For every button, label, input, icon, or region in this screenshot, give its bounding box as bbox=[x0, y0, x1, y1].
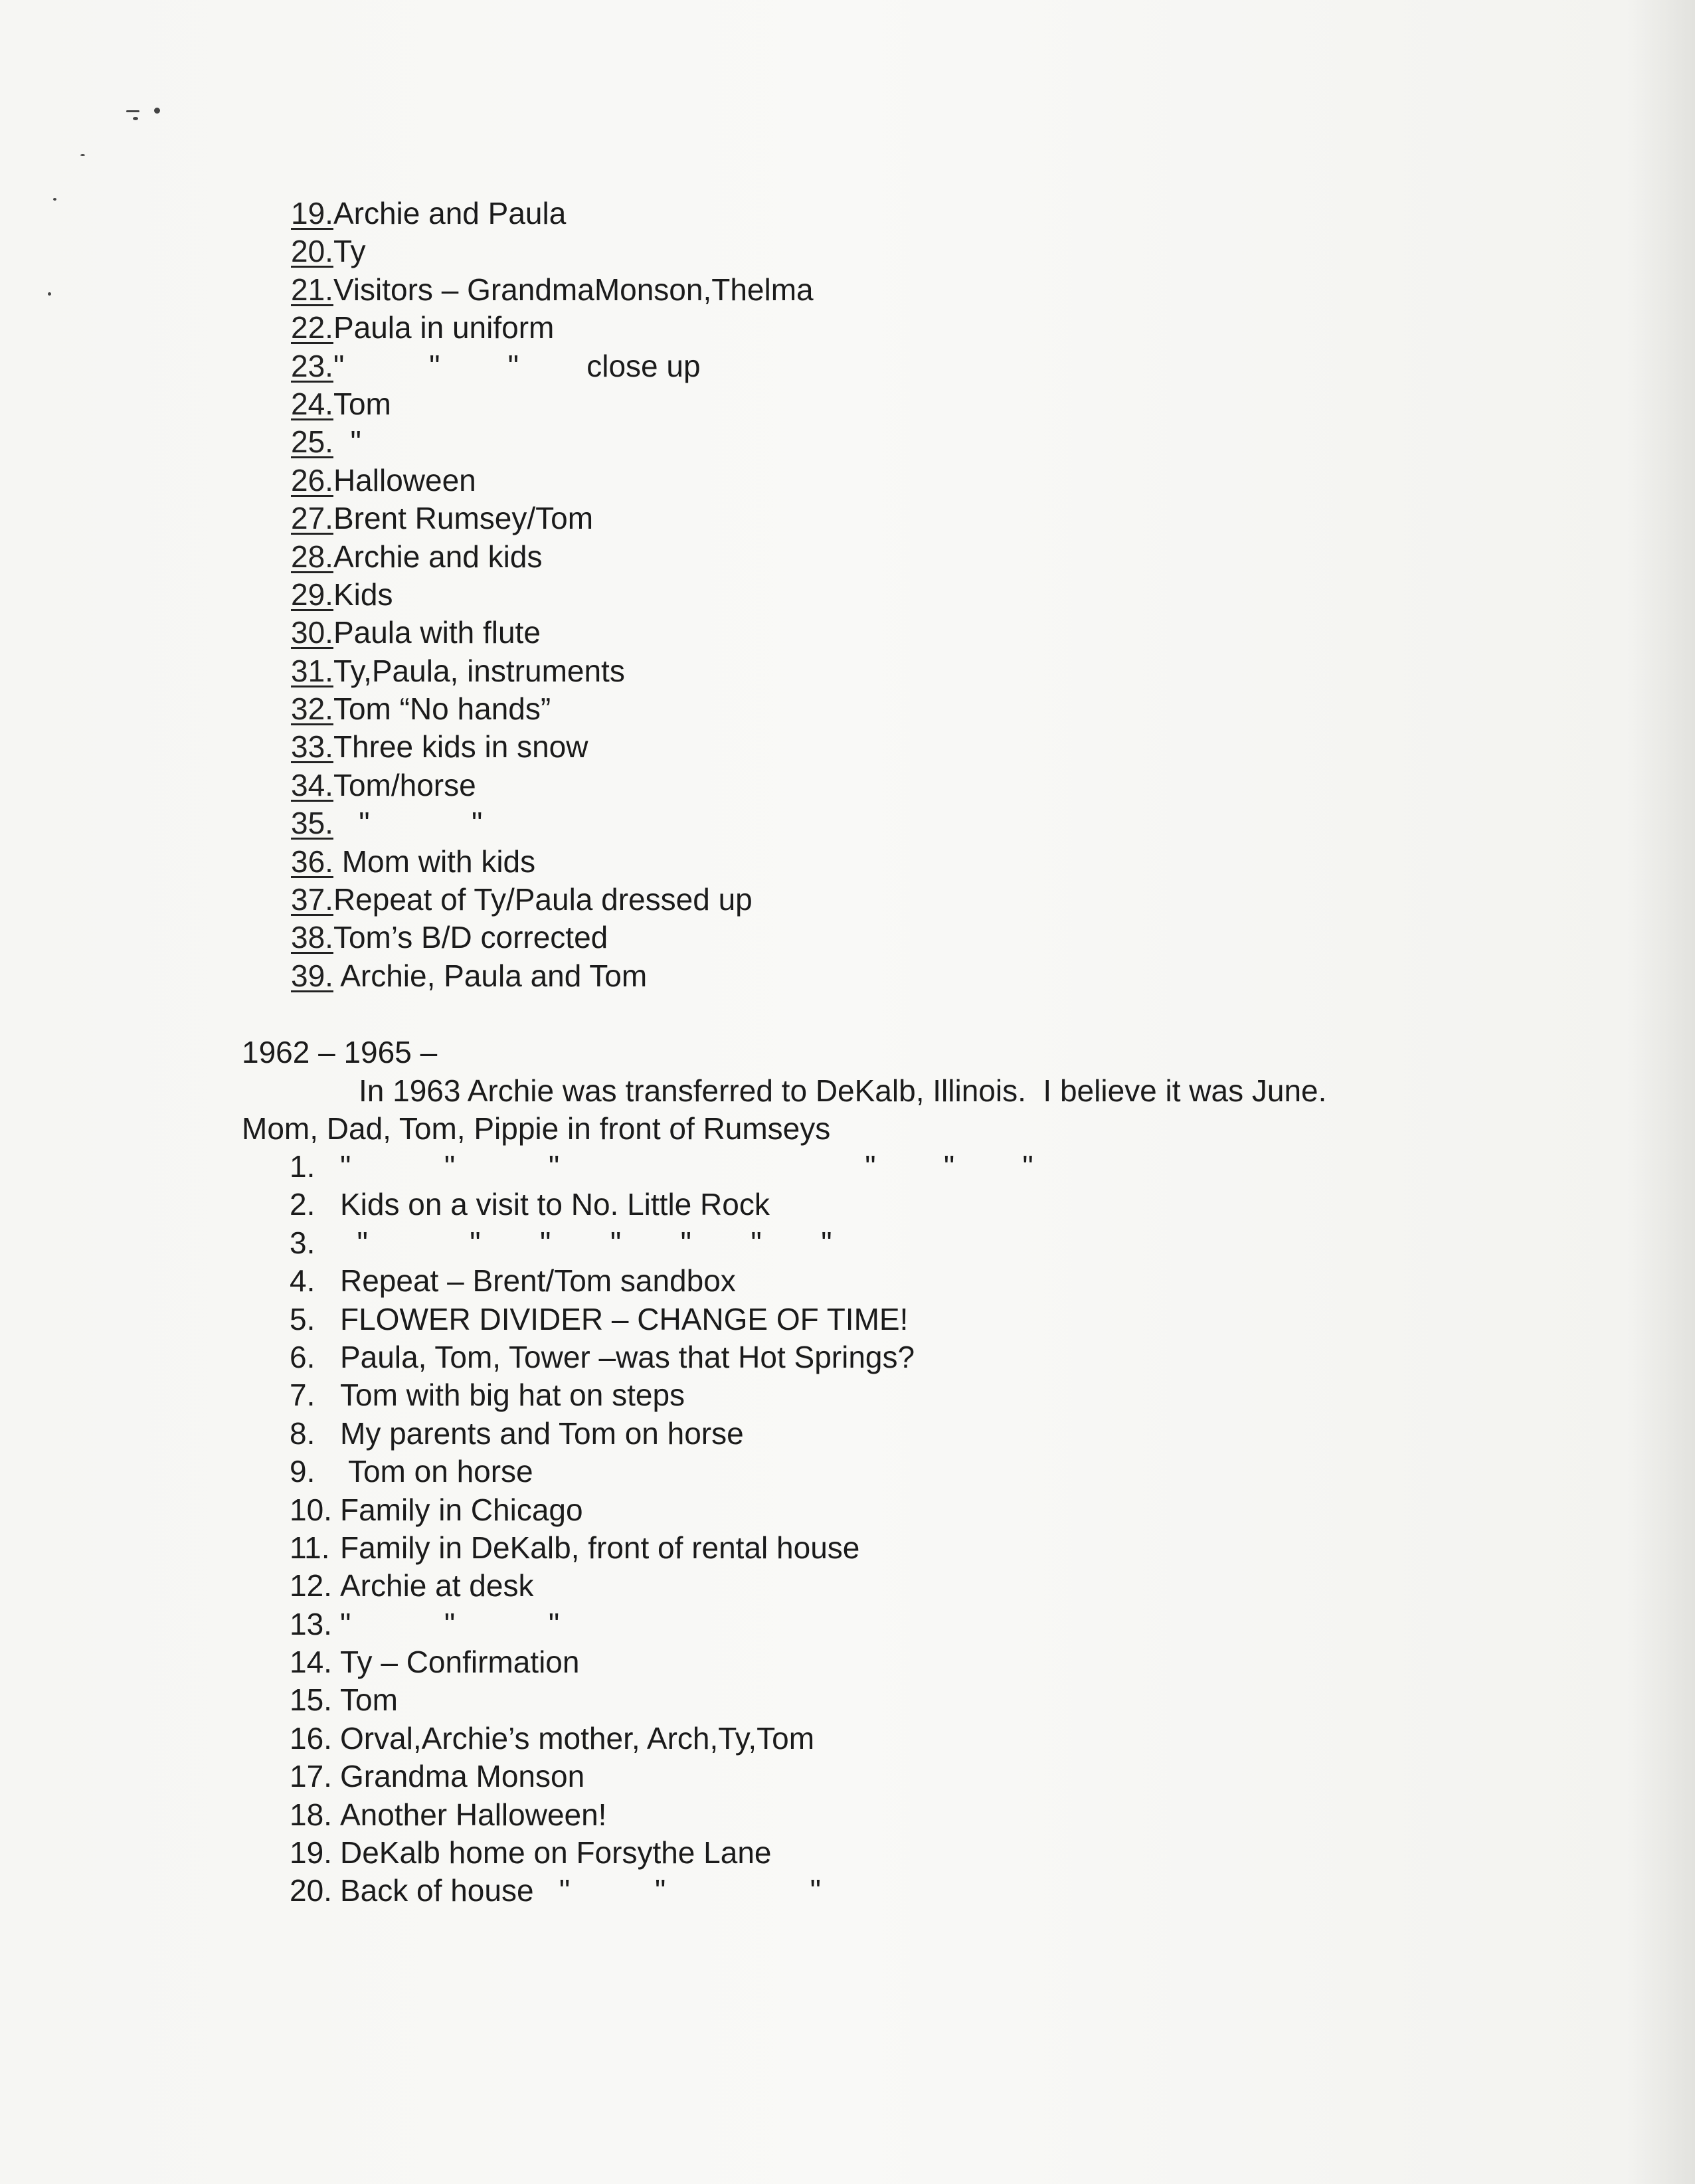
list-item bbox=[290, 1415, 1033, 1453]
item-number: 36. bbox=[291, 844, 333, 879]
item-number: 31. bbox=[291, 653, 333, 688]
item-number: 23. bbox=[291, 348, 333, 383]
list-item bbox=[290, 1529, 1033, 1567]
item-text: Back of house " " " bbox=[340, 1873, 821, 1908]
item-number: 39. bbox=[291, 958, 333, 993]
list-item bbox=[291, 309, 814, 347]
list-item bbox=[291, 614, 814, 652]
item-text: Mom with kids bbox=[333, 844, 536, 879]
scan-speck bbox=[53, 198, 56, 201]
item-number: 22. bbox=[291, 310, 333, 345]
item-number: 20. bbox=[290, 1873, 332, 1908]
item-text: Another Halloween! bbox=[340, 1797, 607, 1832]
item-text: Tom bbox=[333, 386, 391, 421]
list-item bbox=[291, 538, 814, 576]
item-text: Tom “No hands” bbox=[333, 691, 551, 727]
list-item bbox=[290, 1301, 1033, 1338]
item-text: " " " " " " bbox=[340, 1149, 1033, 1184]
item-text: Ty bbox=[333, 234, 366, 269]
item-text: Brent Rumsey/Tom bbox=[333, 501, 594, 536]
list-item bbox=[291, 728, 814, 766]
list-item bbox=[291, 462, 814, 500]
item-number: 17. bbox=[290, 1759, 332, 1794]
item-text: " " " close up bbox=[333, 348, 701, 383]
list-item bbox=[290, 1186, 1033, 1224]
item-text: Paula in uniform bbox=[333, 310, 555, 345]
list-item bbox=[290, 1605, 1033, 1643]
list-item bbox=[291, 195, 814, 232]
list-item bbox=[290, 1376, 1033, 1414]
item-number: 12. bbox=[290, 1568, 332, 1603]
list-item bbox=[291, 690, 814, 728]
item-text: Archie and Paula bbox=[333, 196, 567, 230]
list-item bbox=[291, 652, 814, 690]
item-text: Archie, Paula and Tom bbox=[333, 958, 648, 993]
list-item bbox=[290, 1758, 1033, 1795]
item-number: 5. bbox=[290, 1301, 315, 1336]
list-item bbox=[291, 843, 814, 881]
list-item bbox=[290, 1148, 1033, 1186]
list-item bbox=[291, 423, 814, 461]
scan-speck bbox=[126, 110, 139, 112]
item-text: " " bbox=[333, 806, 483, 841]
list-item bbox=[291, 347, 814, 385]
item-number: 24. bbox=[291, 386, 333, 421]
list-item bbox=[290, 1720, 1033, 1758]
item-text: Family in Chicago bbox=[340, 1492, 583, 1527]
item-number: 2. bbox=[290, 1187, 315, 1222]
paragraph-line: Mom, Dad, Tom, Pippie in front of Rumseys bbox=[242, 1111, 831, 1146]
item-number: 18. bbox=[290, 1797, 332, 1832]
list-item bbox=[291, 767, 814, 804]
item-text: Family in DeKalb, front of rental house bbox=[340, 1530, 860, 1565]
item-text: " bbox=[333, 424, 361, 460]
item-number: 38. bbox=[291, 920, 333, 955]
scan-speck bbox=[48, 292, 51, 296]
list-item bbox=[290, 1681, 1033, 1719]
item-number: 34. bbox=[291, 767, 333, 802]
item-text: Paula with flute bbox=[333, 615, 541, 650]
section-heading: 1962 – 1965 – bbox=[242, 1035, 438, 1069]
item-number: 21. bbox=[291, 272, 333, 307]
item-number: 19. bbox=[290, 1835, 332, 1870]
item-text: Grandma Monson bbox=[340, 1759, 585, 1794]
item-text: Tom bbox=[340, 1683, 398, 1718]
item-number: 7. bbox=[290, 1378, 315, 1413]
item-number: 28. bbox=[291, 539, 333, 574]
item-number: 37. bbox=[291, 882, 333, 917]
list-item bbox=[290, 1453, 1033, 1491]
list-item bbox=[290, 1338, 1033, 1376]
item-number: 20. bbox=[291, 234, 333, 269]
item-text: Visitors – GrandmaMonson,Thelma bbox=[333, 272, 814, 307]
item-number: 1. bbox=[290, 1149, 315, 1184]
item-text: Repeat of Ty/Paula dressed up bbox=[333, 882, 753, 917]
item-number: 10. bbox=[290, 1492, 332, 1527]
item-text: Orval,Archie’s mother, Arch,Ty,Tom bbox=[340, 1720, 815, 1756]
item-number: 27. bbox=[291, 501, 333, 536]
item-text: Tom’s B/D corrected bbox=[333, 920, 608, 955]
item-number: 30. bbox=[291, 615, 333, 650]
item-number: 3. bbox=[290, 1225, 315, 1260]
item-number: 16. bbox=[290, 1720, 332, 1756]
item-number: 29. bbox=[291, 577, 333, 612]
item-number: 13. bbox=[290, 1606, 332, 1641]
item-number: 14. bbox=[290, 1645, 332, 1680]
list-item bbox=[291, 271, 814, 309]
item-number: 15. bbox=[290, 1683, 332, 1718]
item-text: FLOWER DIVIDER – CHANGE OF TIME! bbox=[340, 1301, 909, 1336]
item-text: Tom on horse bbox=[340, 1454, 533, 1489]
photo-list-part1 bbox=[291, 195, 814, 995]
item-number: 26. bbox=[291, 462, 333, 498]
item-text: " " " bbox=[340, 1606, 560, 1641]
item-text: Archie at desk bbox=[340, 1568, 534, 1603]
item-text: Tom with big hat on steps bbox=[340, 1378, 685, 1413]
list-item bbox=[290, 1796, 1033, 1834]
item-text: " " " " " " " bbox=[340, 1225, 832, 1260]
item-text: Ty,Paula, instruments bbox=[333, 653, 625, 688]
item-number: 6. bbox=[290, 1339, 315, 1374]
item-text: DeKalb home on Forsythe Lane bbox=[340, 1835, 772, 1870]
item-number: 8. bbox=[290, 1415, 315, 1451]
item-text: Halloween bbox=[333, 462, 476, 498]
item-text: Paula, Tom, Tower –was that Hot Springs? bbox=[340, 1339, 915, 1374]
item-text: Kids bbox=[333, 577, 393, 612]
item-text: Archie and kids bbox=[333, 539, 543, 574]
list-item bbox=[291, 804, 814, 842]
item-number: 35. bbox=[291, 806, 333, 841]
scan-speck bbox=[80, 154, 85, 156]
item-text: Repeat – Brent/Tom sandbox bbox=[340, 1263, 736, 1299]
item-number: 11. bbox=[290, 1530, 330, 1565]
scan-speck bbox=[154, 108, 160, 114]
list-item bbox=[290, 1262, 1033, 1300]
item-text: Tom/horse bbox=[333, 767, 476, 802]
list-item bbox=[291, 919, 814, 956]
paragraph-line: In 1963 Archie was transferred to DeKalb, Illinois. I believe it was June. bbox=[359, 1073, 1327, 1108]
list-item bbox=[290, 1491, 1033, 1529]
item-number: 33. bbox=[291, 729, 333, 765]
list-item bbox=[291, 881, 814, 919]
list-item bbox=[290, 1224, 1033, 1262]
item-text: Kids on a visit to No. Little Rock bbox=[340, 1187, 770, 1222]
item-number: 19. bbox=[291, 196, 333, 230]
item-number: 9. bbox=[290, 1454, 315, 1489]
list-item bbox=[291, 576, 814, 614]
list-item bbox=[291, 232, 814, 270]
list-item bbox=[291, 500, 814, 537]
item-number: 32. bbox=[291, 691, 333, 727]
item-text: Three kids in snow bbox=[333, 729, 588, 765]
list-item bbox=[290, 1643, 1033, 1681]
item-number: 25. bbox=[291, 424, 333, 460]
item-number: 4. bbox=[290, 1263, 315, 1299]
scan-speck bbox=[133, 117, 138, 120]
item-text: My parents and Tom on horse bbox=[340, 1415, 744, 1451]
list-item bbox=[290, 1834, 1033, 1872]
list-item bbox=[290, 1567, 1033, 1605]
list-item bbox=[291, 957, 814, 995]
list-item bbox=[291, 385, 814, 423]
item-text: Ty – Confirmation bbox=[340, 1645, 580, 1680]
list-item bbox=[290, 1872, 1033, 1910]
photo-list-part2 bbox=[290, 1148, 1033, 1910]
